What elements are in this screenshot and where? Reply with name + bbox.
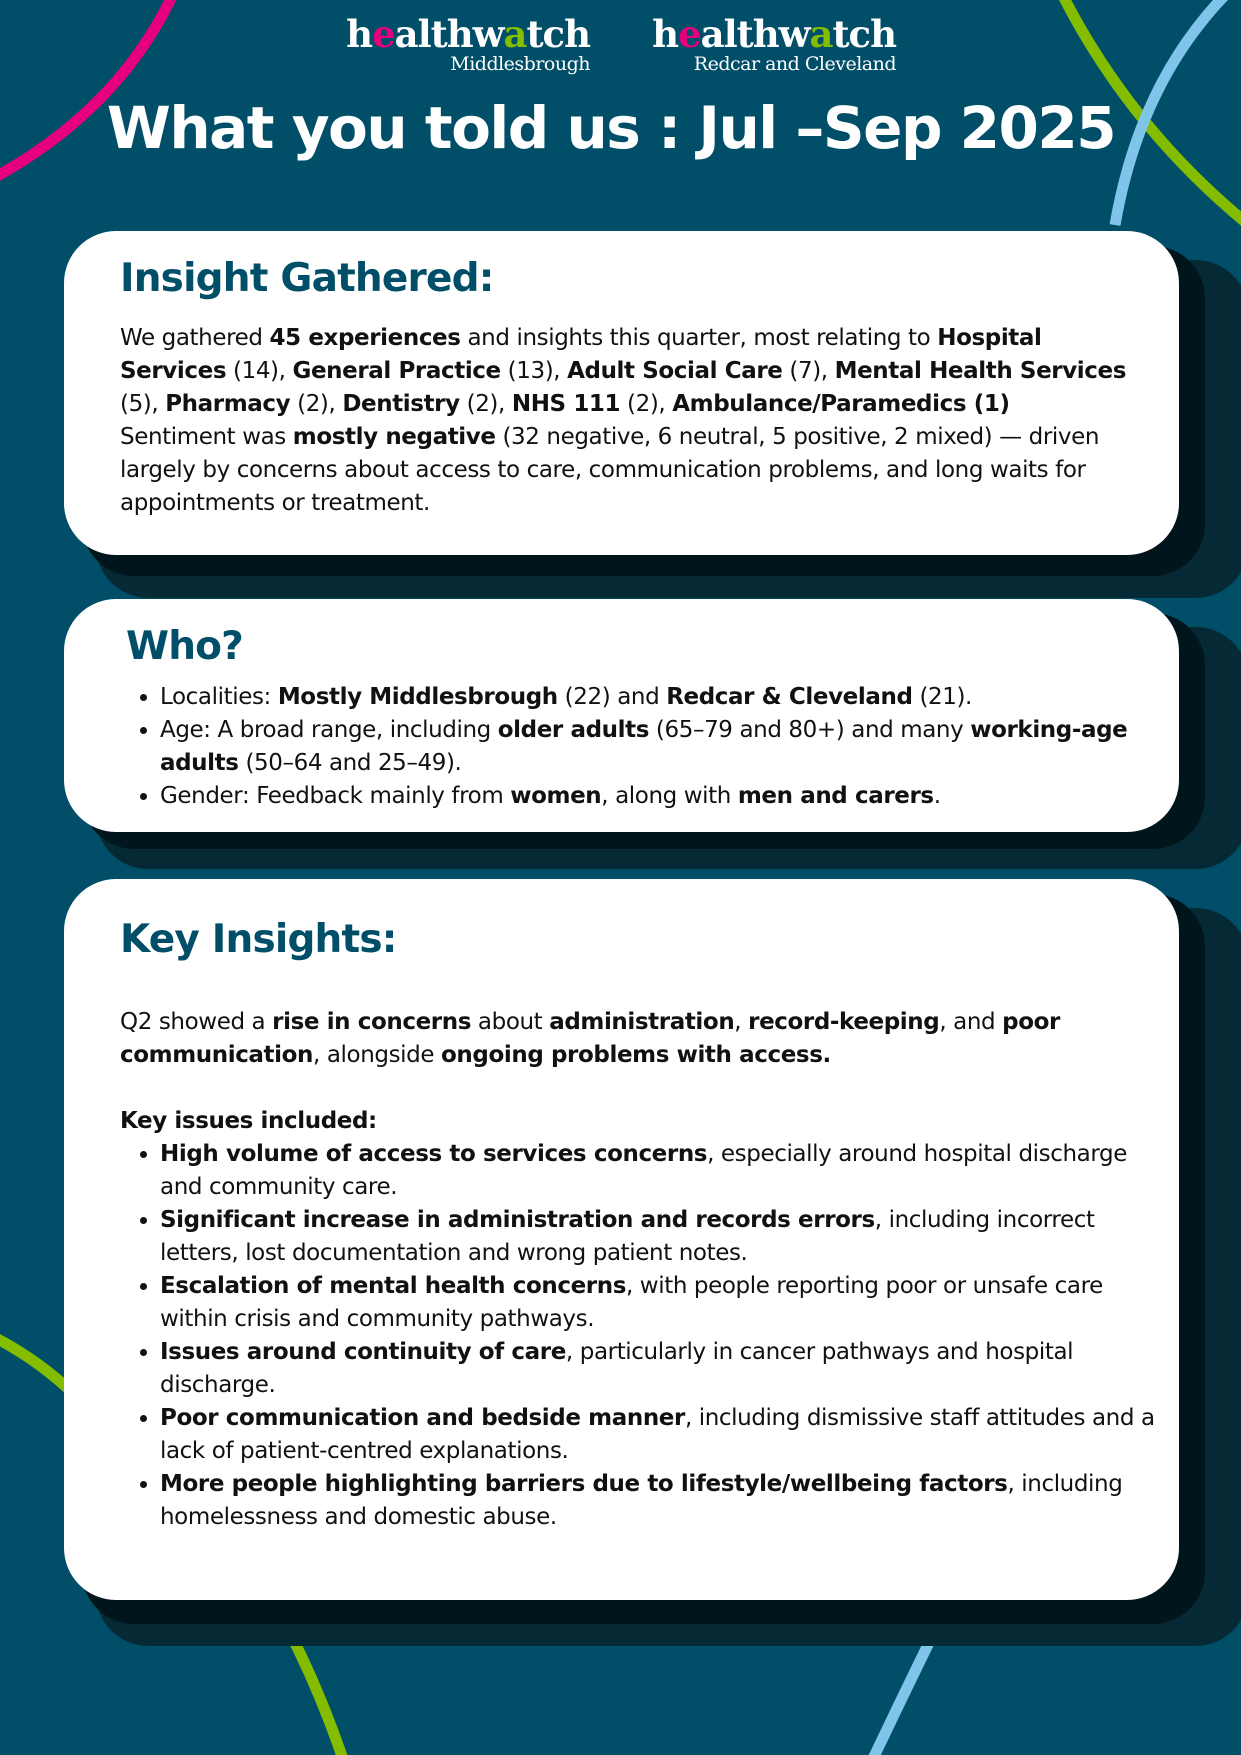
list-item <box>160 1204 1172 1270</box>
key-insights-card <box>64 879 1179 1600</box>
list-item-text: , including homelessness and domestic abuse. <box>160 1471 1123 1530</box>
list-item-bold-text: older adults <box>497 717 650 743</box>
list-item-text: , especially around hospital discharge and community care. <box>160 1141 1127 1200</box>
list-item <box>160 1270 1172 1336</box>
paragraph-text: (32 negative, 6 neutral, 5 positive, 2 mixed) — driven largely by concerns about access to care, communication problems, and long waits for appointments or treatment. <box>120 424 1100 516</box>
paragraph-bold-text: Dentistry <box>342 391 460 417</box>
logo-place: Redcar and Cleveland <box>693 53 896 75</box>
paragraph-text: (7), <box>782 358 835 384</box>
paragraph-bold-text: rise in concerns <box>272 1009 472 1035</box>
paragraph-text: , <box>734 1009 749 1035</box>
paragraph-text: , alongside <box>313 1042 442 1068</box>
list-item <box>160 681 1172 714</box>
paragraph-text: (2), <box>620 391 673 417</box>
who-card <box>64 599 1179 832</box>
list-item-text: Age: A broad range, including <box>160 717 498 743</box>
list-item <box>160 1402 1172 1468</box>
list-item-bold-text: Redcar & Cleveland <box>666 684 913 710</box>
list-item-bold-text: High volume of access to services concerns <box>160 1141 708 1167</box>
list-item-bold-text: working-age adults <box>160 717 1128 776</box>
paragraph-bold-text: Ambulance/Paramedics (1) <box>672 391 1010 417</box>
paragraph-bold-text: General Practice <box>292 358 501 384</box>
list-item <box>160 780 1172 813</box>
healthwatch-middlesbrough-logo <box>344 14 590 74</box>
insight-heading: Insight Gathered: <box>120 256 494 301</box>
insight-paragraph <box>120 322 1128 520</box>
paragraph-bold-text: 45 experiences <box>269 325 461 351</box>
list-item-bold-text: women <box>510 783 602 809</box>
logo-wordmark: healthwatch <box>652 12 896 56</box>
list-item <box>160 714 1172 780</box>
who-heading: Who? <box>126 624 243 669</box>
paragraph-text: (14), <box>226 358 293 384</box>
paragraph-text: Sentiment was <box>120 424 293 450</box>
list-item-text: , with people reporting poor or unsafe care within crisis and community pathways. <box>160 1273 1103 1332</box>
paragraph-bold-text: administration <box>549 1009 735 1035</box>
list-item-text: (21). <box>912 684 972 710</box>
key-issues-list <box>120 1138 1172 1534</box>
list-item <box>160 1336 1172 1402</box>
list-item-text: Gender: Feedback mainly from <box>160 783 511 809</box>
list-item <box>160 1138 1172 1204</box>
paragraph-bold-text: ongoing problems with access. <box>441 1042 831 1068</box>
list-item-text: (65–79 and 80+) and many <box>649 717 971 743</box>
who-list <box>120 681 1172 813</box>
key-insights-intro <box>120 1006 1120 1072</box>
list-item-text: . <box>933 783 941 809</box>
list-item-text: (50–64 and 25–49). <box>238 750 462 776</box>
list-item <box>160 1468 1172 1534</box>
paragraph-bold-text: Hospital Services <box>120 325 1042 384</box>
paragraph-bold-text: poor communication <box>120 1009 1060 1068</box>
logo-wordmark: healthwatch <box>346 12 590 56</box>
paragraph-text: and insights this quarter, most relating to <box>460 325 938 351</box>
list-item-text: , including incorrect letters, lost documentation and wrong patient notes. <box>160 1207 1095 1266</box>
paragraph-text: We gathered <box>120 325 270 351</box>
list-item-text: (22) and <box>557 684 667 710</box>
paragraph-bold-text: NHS 111 <box>511 391 621 417</box>
list-item-text: , including dismissive staff attitudes and a lack of patient-centred explanations. <box>160 1405 1155 1464</box>
paragraph-text: (2), <box>459 391 512 417</box>
paragraph-bold-text: mostly negative <box>292 424 496 450</box>
list-item-bold-text: Escalation of mental health concerns <box>160 1273 626 1299</box>
logo-place: Middlesbrough <box>450 53 590 75</box>
list-item-bold-text: Mostly Middlesbrough <box>277 684 558 710</box>
key-issues-label: Key issues included: <box>120 1108 377 1134</box>
paragraph-bold-text: Adult Social Care <box>567 358 783 384</box>
paragraph-text: about <box>471 1009 550 1035</box>
list-item-text: Localities: <box>160 684 278 710</box>
paragraph-bold-text: Mental Health Services <box>834 358 1127 384</box>
paragraph-text: (2), <box>290 391 343 417</box>
paragraph-bold-text: Pharmacy <box>165 391 291 417</box>
list-item-text: , particularly in cancer pathways and hospital discharge. <box>160 1339 1074 1398</box>
list-item-bold-text: men and carers <box>737 783 934 809</box>
list-item-bold-text: Significant increase in administration and records errors <box>160 1207 875 1233</box>
key-insights-heading: Key Insights: <box>120 917 397 962</box>
paragraph-text: , and <box>939 1009 1003 1035</box>
paragraph-text: Q2 showed a <box>120 1009 273 1035</box>
list-item-text: , along with <box>601 783 738 809</box>
list-item-bold-text: Poor communication and bedside manner <box>160 1405 685 1431</box>
healthwatch-redcar-cleveland-logo <box>652 14 896 74</box>
insight-gathered-card <box>64 231 1179 555</box>
paragraph-bold-text: record-keeping <box>748 1009 940 1035</box>
page-title: What you told us : Jul –Sep 2025 <box>106 94 1116 162</box>
paragraph-text: (5), <box>120 391 166 417</box>
list-item-bold-text: Issues around continuity of care <box>160 1339 566 1365</box>
list-item-bold-text: More people highlighting barriers due to lifestyle/wellbeing factors <box>160 1471 1008 1497</box>
paragraph-text: (13), <box>500 358 568 384</box>
